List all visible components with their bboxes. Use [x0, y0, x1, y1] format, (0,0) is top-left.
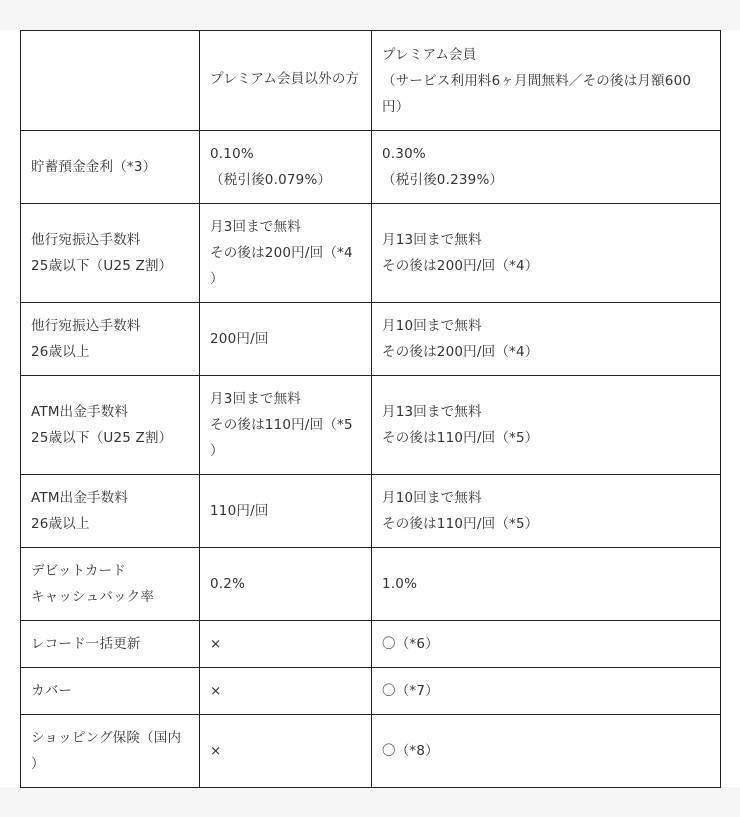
premium-value: 〇（*6） [372, 621, 721, 668]
row-label: デビットカード キャッシュバック率 [21, 548, 200, 621]
premium-value: 〇（*7） [372, 668, 721, 715]
table-header-row [21, 31, 721, 131]
non-premium-value: × [200, 621, 372, 668]
row-label: ショッピング保険（国内 ） [21, 715, 200, 788]
premium-value: 〇（*8） [372, 715, 721, 788]
table-row [21, 204, 721, 303]
header-empty-cell [21, 31, 200, 131]
row-label: 貯蓄預金金利（*3） [21, 131, 200, 204]
premium-value: 月10回まで無料 その後は110円/回（*5） [372, 475, 721, 548]
table-row [21, 621, 721, 668]
table-row [21, 475, 721, 548]
premium-value: 月13回まで無料 その後は200円/回（*4） [372, 204, 721, 303]
row-label: 他行宛振込手数料 26歳以上 [21, 303, 200, 376]
non-premium-value: 月3回まで無料 その後は110円/回（*5 ） [200, 376, 372, 475]
non-premium-value: 0.2% [200, 548, 372, 621]
premium-value: 月10回まで無料 その後は200円/回（*4） [372, 303, 721, 376]
table-row [21, 376, 721, 475]
row-label: 他行宛振込手数料 25歳以下（U25 Z割） [21, 204, 200, 303]
table-row [21, 548, 721, 621]
premium-value: 月13回まで無料 その後は110円/回（*5） [372, 376, 721, 475]
table-row [21, 668, 721, 715]
table-row [21, 131, 721, 204]
table-row [21, 715, 721, 788]
header-non-premium: プレミアム会員以外の方 [200, 31, 372, 131]
premium-value: 0.30% （税引後0.239%） [372, 131, 721, 204]
non-premium-value: 200円/回 [200, 303, 372, 376]
premium-value: 1.0% [372, 548, 721, 621]
non-premium-value: 0.10% （税引後0.079%） [200, 131, 372, 204]
row-label: ATM出金手数料 26歳以上 [21, 475, 200, 548]
header-premium: プレミアム会員 （サービス利用料6ヶ月間無料／その後は月額600円） [372, 31, 721, 131]
page-content [0, 30, 740, 787]
non-premium-value: × [200, 715, 372, 788]
table-row [21, 303, 721, 376]
non-premium-value: 月3回まで無料 その後は200円/回（*4 ） [200, 204, 372, 303]
comparison-table [20, 30, 721, 788]
row-label: カバー [21, 668, 200, 715]
row-label: ATM出金手数料 25歳以下（U25 Z割） [21, 376, 200, 475]
row-label: レコード一括更新 [21, 621, 200, 668]
non-premium-value: 110円/回 [200, 475, 372, 548]
non-premium-value: × [200, 668, 372, 715]
